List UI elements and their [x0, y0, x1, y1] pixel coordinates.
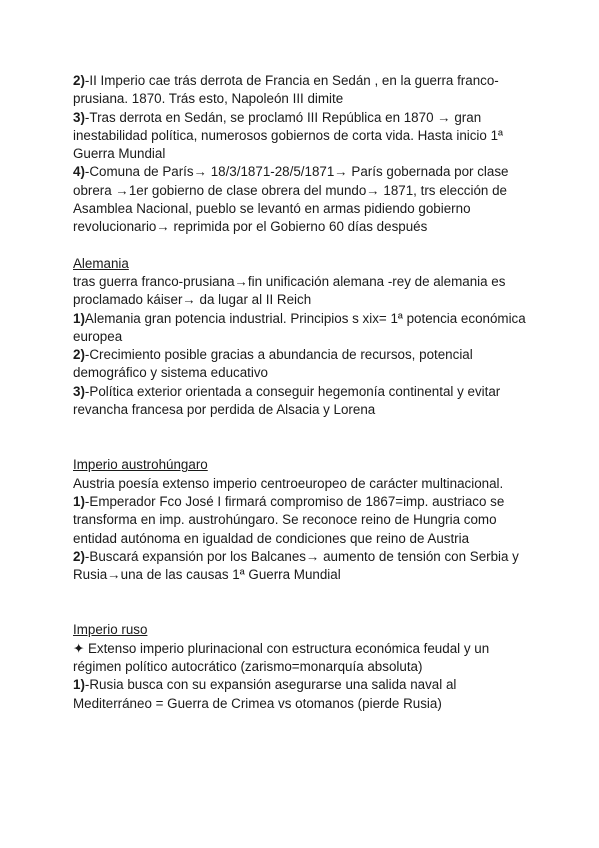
spacer [73, 419, 538, 456]
list-item [73, 383, 538, 420]
item-number: 1) [73, 310, 85, 326]
item-text: -Rusia busca con su expansión asegurarse una salida naval al Mediterráneo = Guerra de Crimea vs otomanos (pierde Rusia) [73, 677, 457, 711]
list-item [73, 109, 538, 164]
item-text: Alemania gran potencia industrial. Principios s xix= 1ª potencia económica europea [73, 310, 526, 344]
section-heading: Alemania [73, 255, 129, 271]
spacer [73, 237, 538, 255]
item-number: 2) [73, 347, 85, 363]
item-text: -Comuna de París→ 18/3/1871-28/5/1871→ París gobernada por clase obrera →1er gobierno de clase obrera del mundo→ 1871, trs elección de Asamblea Nacional, pueblo se levantó en armas pidiendo gobierno revolucionario→ reprimida por el Gobierno 60 días después [73, 164, 509, 235]
section-alemania [73, 255, 538, 420]
list-item [73, 310, 538, 347]
list-item [73, 346, 538, 383]
section-heading: Imperio ruso [73, 622, 148, 638]
list-item [73, 548, 538, 585]
section-rusia [73, 621, 538, 712]
item-number: 2) [73, 548, 85, 564]
item-text: -Emperador Fco José I firmará compromiso de 1867=imp. austriaco se transforma en imp. austrohúngaro. Se reconoce reino de Hungria como entidad autónoma en igualdad de condiciones que reino de Austria [73, 493, 505, 546]
section-heading: Imperio austrohúngaro [73, 457, 208, 473]
item-number: 4) [73, 164, 85, 180]
list-item [73, 676, 538, 713]
section-intro [73, 640, 538, 677]
item-text: -Buscará expansión por los Balcanes→ aumento de tensión con Serbia y Rusia→una de las causas 1ª Guerra Mundial [73, 548, 519, 583]
item-number: 2) [73, 73, 85, 88]
list-item [73, 493, 538, 548]
item-number: 1) [73, 677, 85, 693]
list-item [73, 163, 538, 236]
section-francia [73, 72, 538, 237]
intro-text: Extenso imperio plurinacional con estructura económica feudal y un régimen político autocrático (zarismo=monarquía absoluta) [73, 640, 490, 675]
item-text: -Tras derrota en Sedán, se proclamó III República en 1870 → gran inestabilidad política, numerosos gobiernos de corta vida. Hasta inicio 1ª Guerra Mundial [73, 109, 503, 162]
spacer [73, 584, 538, 621]
item-text: -Política exterior orientada a conseguir hegemonía continental y evitar revancha francesa por perdida de Alsacia y Lorena [73, 383, 501, 418]
item-number: 3) [73, 109, 85, 125]
item-text: -Crecimiento posible gracias a abundancia de recursos, potencial demográfico y sistema educativo [73, 347, 473, 381]
section-intro: Austria poesía extenso imperio centroeuropeo de carácter multinacional. [73, 475, 504, 491]
item-number: 1) [73, 493, 85, 509]
section-intro: tras guerra franco-prusiana→fin unificación alemana -rey de alemania es proclamado káiser→ da lugar al II Reich [73, 273, 506, 308]
item-number: 3) [73, 383, 85, 399]
item-text: -II Imperio cae trás derrota de Francia en Sedán , en la guerra franco-prusiana. 1870. Trás esto, Napoleón III dimite [73, 73, 499, 107]
star-bullet-icon: ✦ [73, 640, 85, 656]
document-page [73, 72, 538, 713]
section-austrohungaro [73, 456, 538, 584]
list-item [73, 72, 538, 109]
